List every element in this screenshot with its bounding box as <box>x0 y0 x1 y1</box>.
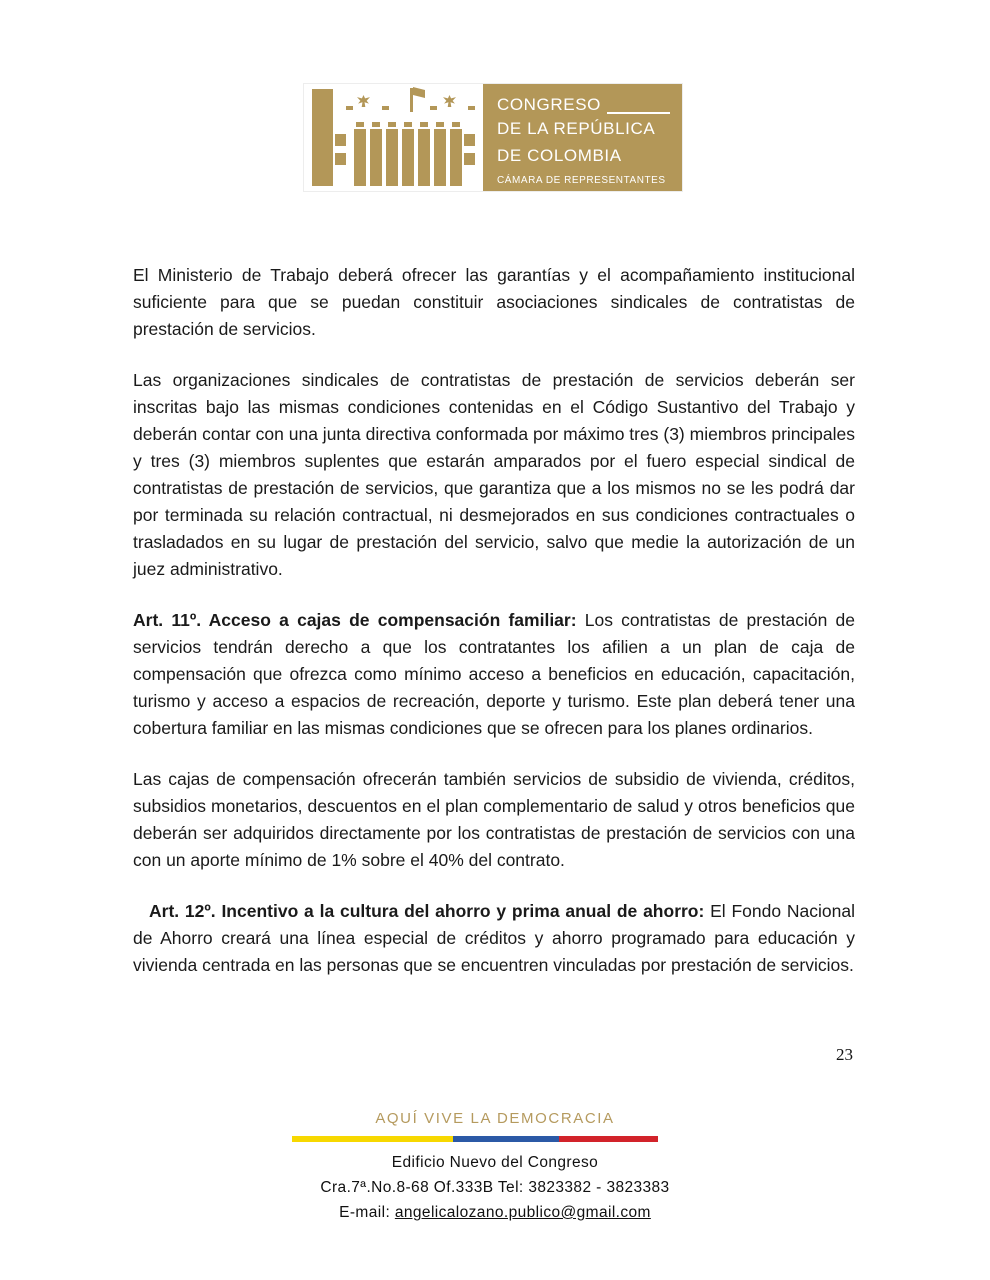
paragraph-3: Las cajas de compensación ofrecerán también servicios de subsidio de vivienda, créditos, subsidios monetarios, descuentos en el plan complementario de salud y otros beneficios que deberán ser adquiridos directamente por los contratistas de prestación de servicios con una con un aporte mínimo de 1% sobre el 40% del contrato. <box>133 769 855 870</box>
footer-contact: Cra.7ª.No.8-68 Of.333B Tel: 3823382 - 3823383 <box>320 1179 670 1196</box>
capitol-columns-icon <box>304 84 483 191</box>
flag-blue-segment <box>453 1136 559 1142</box>
congress-logo <box>303 83 683 192</box>
email-label: E-mail: <box>339 1204 395 1221</box>
paragraph-1: El Ministerio de Trabajo deberá ofrecer las garantías y el acompañamiento institucional suficiente para que se puedan constituir asociaciones sindicales de contratistas de prestación de servicios. <box>133 265 855 339</box>
paragraph-article-12: Art. 12º. Incentivo a la cultura del ahorro y prima anual de ahorro: El Fondo Nacional de Ahorro creará una línea especial de créditos y ahorro programado para educación y vivienda centrada en las personas que se encuentren vinculadas por prestación de servicios. <box>133 901 855 975</box>
email-link[interactable]: angelicalozano.publico@gmail.com <box>394 1204 651 1221</box>
logo-title-line-1: CONGRESO <box>496 95 601 114</box>
paragraph-article-11: Art. 11º. Acceso a cajas de compensación familiar: Los contratistas de prestación de servicios tendrán derecho a que los contratantes los afilien a un plan de caja de compensación que ofrezca como mínimo acceso a beneficios en educación, capacitación, turismo y acceso a espacios de recreación, deporte y turismo. Este plan deberá tener una cobertura familiar en las mismas condiciones que se ofrecen para los planes ordinarios. <box>133 610 855 738</box>
footer-email-line <box>0 1200 990 1225</box>
footer-address <box>0 1150 990 1225</box>
logo-text-box <box>483 84 682 191</box>
logo-subtitle: CÁMARA DE REPRESENTANTES <box>496 175 666 186</box>
condor-icon <box>357 95 370 107</box>
footer-building: Edificio Nuevo del Congreso <box>391 1154 599 1171</box>
flag-red-segment <box>559 1136 658 1142</box>
condor-icon <box>443 95 456 107</box>
paragraph-2: Las organizaciones sindicales de contratistas de prestación de servicios deberán ser inscritas bajo las mismas condiciones contenidas en el Código Sustantivo del Trabajo y deberán contar con una junta directiva conformada por máximo tres (3) miembros principales y tres (3) miembros suplentes que estarán amparados por el fuero especial sindical de contratistas de prestación de servicios, que garantiza que a los mismos no se les podrá dar por terminada su relación contractual, ni desmejorados en sus condiciones contractuales o trasladados en su lugar de prestación del servicio, salvo que medie la autorización de un juez administrativo. <box>133 370 855 579</box>
colombia-flag-bar-icon <box>292 1136 658 1142</box>
page-number: 23 <box>836 1045 853 1064</box>
flag-yellow-segment <box>292 1136 453 1142</box>
document-body <box>133 262 855 1003</box>
footer-slogan: AQUÍ VIVE LA DEMOCRACIA <box>375 1110 615 1127</box>
page-footer <box>0 1110 990 1221</box>
logo-title-line-2: DE LA REPÚBLICA <box>496 119 656 138</box>
logo-title-line-3: DE COLOMBIA <box>496 146 622 165</box>
